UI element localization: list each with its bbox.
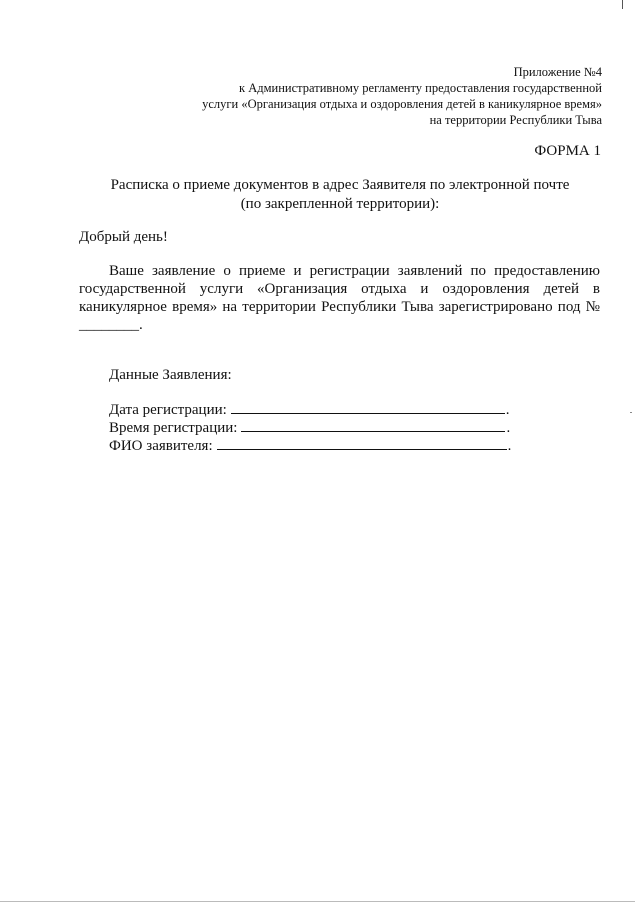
registration-time-label: Время регистрации: xyxy=(109,420,238,436)
applicant-name-field xyxy=(109,436,511,455)
field-terminator: . xyxy=(507,438,512,454)
form-number: ФОРМА 1 xyxy=(534,143,601,159)
registration-time-field xyxy=(109,418,510,437)
registration-date-label: Дата регистрации: xyxy=(109,402,227,418)
applicant-name-blank xyxy=(217,436,507,450)
greeting: Добрый день! xyxy=(79,229,168,245)
appendix-reference-line: к Административному регламенту предоставления государственной xyxy=(239,81,602,95)
body-paragraph: Ваше заявление о приеме и регистрации заявлений по предоставлению государственной услуги «Организация отдыха и оздоровления детей в каникулярное время» на территории Республики Тыва зарегистрировано под № ________. xyxy=(79,263,600,333)
scan-edge-mark xyxy=(622,0,623,9)
registration-date-field xyxy=(109,400,510,419)
document-title xyxy=(60,176,620,214)
appendix-territory-line: на территории Республики Тыва xyxy=(429,113,602,127)
title-line-2: (по закрепленной территории): xyxy=(240,196,440,212)
appendix-service-line: услуги «Организация отдыха и оздоровления детей в каникулярное время» xyxy=(202,97,602,111)
scan-bottom-edge xyxy=(0,901,635,902)
appendix-header xyxy=(202,64,602,128)
registration-date-blank xyxy=(231,400,505,414)
appendix-number: Приложение №4 xyxy=(513,65,602,79)
field-terminator: . xyxy=(506,420,511,436)
registration-time-blank xyxy=(241,418,505,432)
scan-dot-mark xyxy=(630,412,632,413)
field-terminator: . xyxy=(505,402,510,418)
section-heading: Данные Заявления: xyxy=(109,367,232,383)
title-line-1: Расписка о приеме документов в адрес Заявителя по электронной почте xyxy=(110,177,570,193)
applicant-name-label: ФИО заявителя: xyxy=(109,438,213,454)
